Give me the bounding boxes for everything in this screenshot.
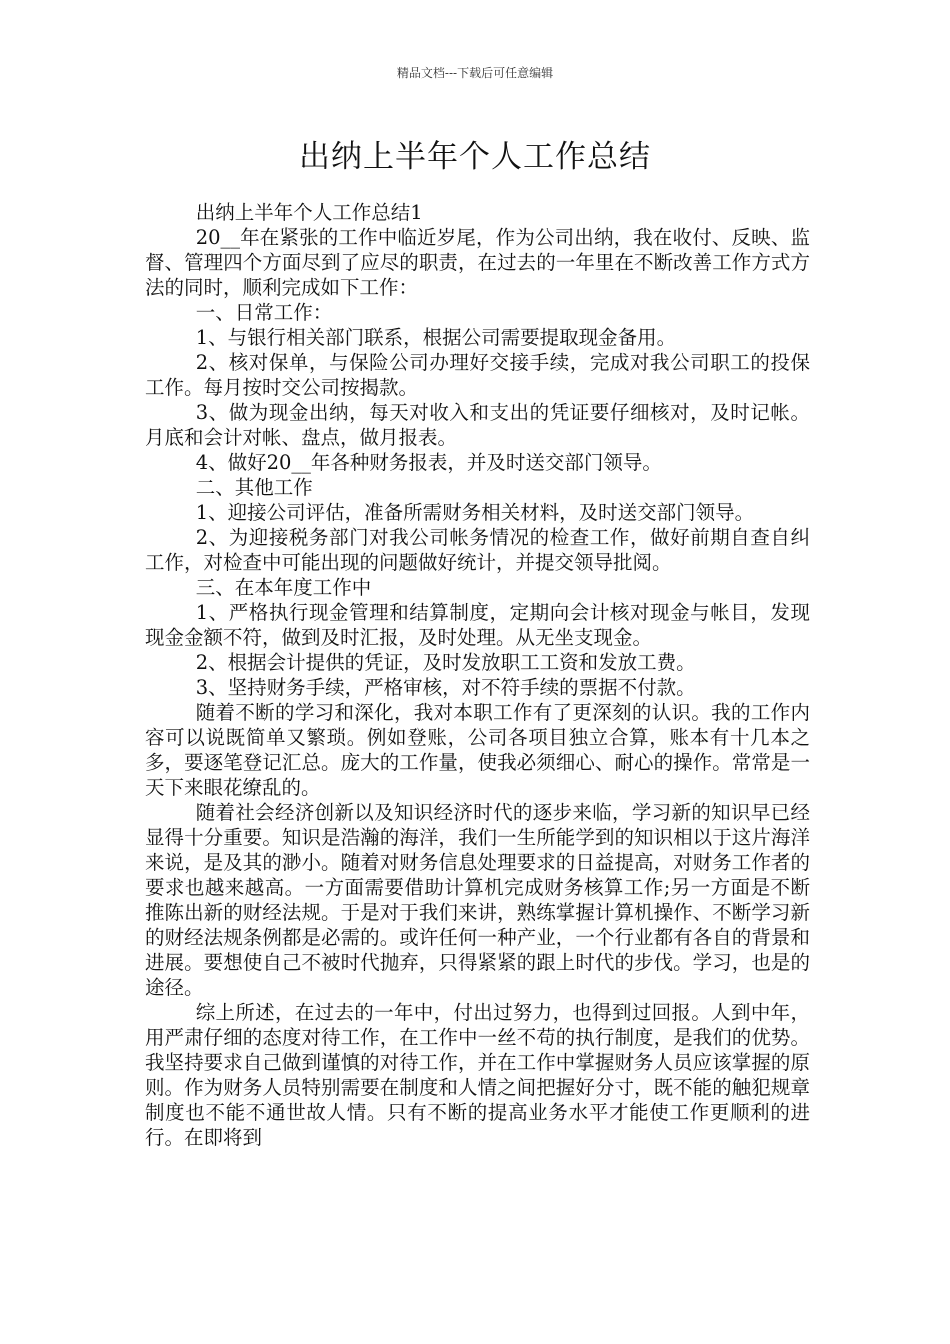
section-heading-this-year: 三、在本年度工作中: [195, 576, 372, 599]
list-item: 4、做好20__年各种财务报表，并及时送交部门领导。: [195, 451, 662, 474]
body-paragraph: 综上所述，在过去的一年中，付出过努力，也得到过回报。人到中年，用严肃仔细的态度对待工作，在工作中一丝不苟的执行制度，是我们的优势。我坚持要求自己做到谨慎的对待工作，并在工作中掌握财务人员应该掌握的原则。作为财务人员特别需要在制度和人情之间把握好分寸，既不能的触犯规章制度也不能不通世故人情。只有不断的提高业务水平才能使工作更顺利的进行。在即将到: [145, 1001, 810, 1149]
page-header: 精品文档---下载后可任意编辑: [396, 66, 554, 80]
list-item: 3、坚持财务手续，严格审核，对不符手续的票据不付款。: [195, 676, 696, 699]
body-paragraph: 随着社会经济创新以及知识经济时代的逐步来临，学习新的知识早已经显得十分重要。知识是浩瀚的海洋，我们一生所能学到的知识相以于这片海洋来说，是及其的渺小。随着对财务信息处理要求的日益提高，对财务工作者的要求也越来越高。一方面需要借助计算机完成财务核算工作;另一方面是不断推陈出新的财经法规。于是对于我们来讲，熟练掌握计算机操作、不断学习新的财经法规条例都是必需的。或许任何一种产业，一个行业都有各自的背景和进展。要想使自己不被时代抛弃，只得紧紧的跟上时代的步伐。学习，也是的途径。: [145, 801, 810, 999]
body-paragraph: 随着不断的学习和深化，我对本职工作有了更深刻的认识。我的工作内容可以说既简单又繁琐。例如登账，公司各项目独立合算，账本有十几本之多，要逐笔登记汇总。庞大的工作量，使我必须细心、耐心的操作。常常是一天下来眼花缭乱的。: [145, 701, 810, 799]
subtitle-paragraph: 出纳上半年个人工作总结1: [195, 201, 423, 224]
list-item: 2、为迎接税务部门对我公司帐务情况的检查工作，做好前期自查自纠工作，对检查中可能出现的问题做好统计，并提交领导批阅。: [145, 526, 810, 574]
list-item: 1、严格执行现金管理和结算制度，定期向会计核对现金与帐目，发现现金金额不符，做到及时汇报，及时处理。从无坐支现金。: [145, 601, 810, 649]
section-heading-daily-work: 一、日常工作：: [195, 301, 333, 324]
list-item: 1、迎接公司评估，准备所需财务相关材料，及时送交部门领导。: [195, 501, 755, 524]
list-item: 1、与银行相关部门联系，根据公司需要提取现金备用。: [195, 326, 677, 349]
list-item: 2、根据会计提供的凭证，及时发放职工工资和发放工费。: [195, 651, 696, 674]
list-item: 3、做为现金出纳，每天对收入和支出的凭证要仔细核对，及时记帐。月底和会计对帐、盘点，做月报表。: [145, 401, 810, 449]
document-body: [145, 200, 810, 1150]
document-title: 出纳上半年个人工作总结: [299, 139, 651, 175]
section-heading-other-work: 二、其他工作: [195, 476, 313, 499]
list-item: 2、核对保单，与保险公司办理好交接手续，完成对我公司职工的投保工作。每月按时交公司按揭款。: [145, 351, 810, 399]
intro-paragraph: 20__年在紧张的工作中临近岁尾，作为公司出纳，我在收付、反映、监督、管理四个方面尽到了应尽的职责，在过去的一年里在不断改善工作方式方法的同时，顺利完成如下工作：: [145, 226, 810, 299]
